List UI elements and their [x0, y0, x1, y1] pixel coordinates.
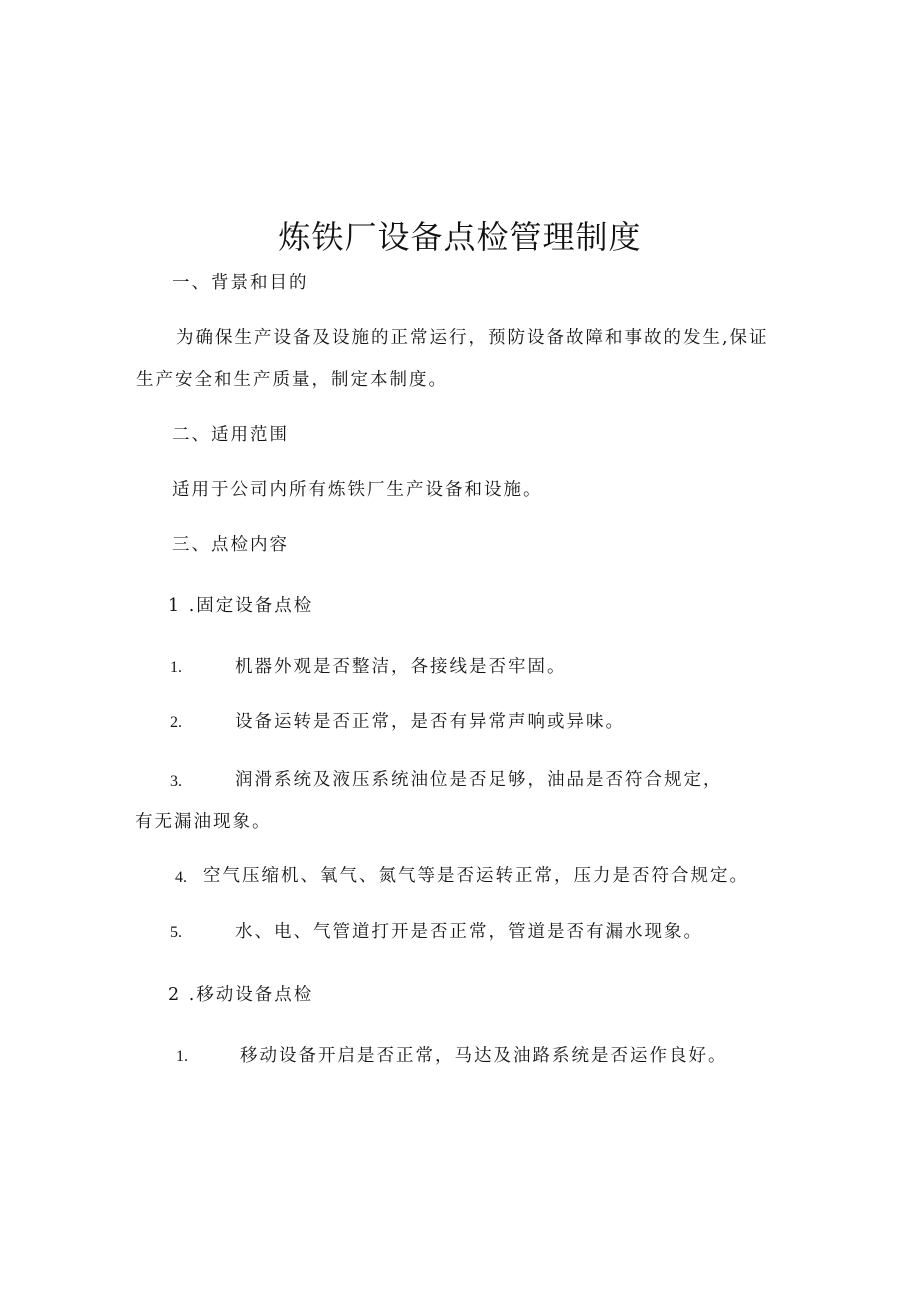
list-item-text: 移动设备开启是否正常，马达及油路系统是否运作良好。 — [240, 1046, 728, 1066]
list-item-number: 2. — [170, 714, 182, 731]
background-paragraph-line-2: 生产安全和生产质量，制定本制度。 — [136, 370, 448, 390]
document-title: 炼铁厂设备点检管理制度 — [278, 218, 642, 256]
subheading-mobile-equipment: 2 .移动设备点检 — [168, 985, 314, 1005]
list-item-number: 3. — [170, 773, 182, 790]
section-heading-background: 一、背景和目的 — [172, 273, 309, 293]
list-item-text: 设备运转是否正常，是否有异常声响或异味。 — [235, 712, 625, 732]
section-heading-scope: 二、适用范围 — [172, 425, 289, 445]
subheading-fixed-equipment: 1 .固定设备点检 — [168, 596, 314, 616]
scope-paragraph: 适用于公司内所有炼铁厂生产设备和设施。 — [172, 480, 543, 500]
list-item-text: 空气压缩机、氧气、氮气等是否运转正常，压力是否符合规定。 — [203, 866, 749, 886]
list-item-number: 1. — [176, 1048, 188, 1065]
list-item-text: 水、电、气管道打开是否正常，管道是否有漏水现象。 — [235, 922, 703, 942]
section-heading-content: 三、点检内容 — [172, 535, 289, 555]
background-paragraph-line-1: 为确保生产设备及设施的正常运行，预防设备故障和事故的发生,保证 — [176, 328, 769, 348]
list-item-number: 1. — [170, 659, 182, 676]
list-item-number: 5. — [170, 924, 182, 941]
list-item-text: 机器外观是否整洁，各接线是否牢固。 — [235, 657, 567, 677]
list-item-number: 4. — [175, 869, 187, 886]
list-item-text-continuation: 有无漏油现象。 — [135, 812, 272, 832]
list-item-text: 润滑系统及液压系统油位是否足够，油品是否符合规定， — [235, 770, 723, 790]
